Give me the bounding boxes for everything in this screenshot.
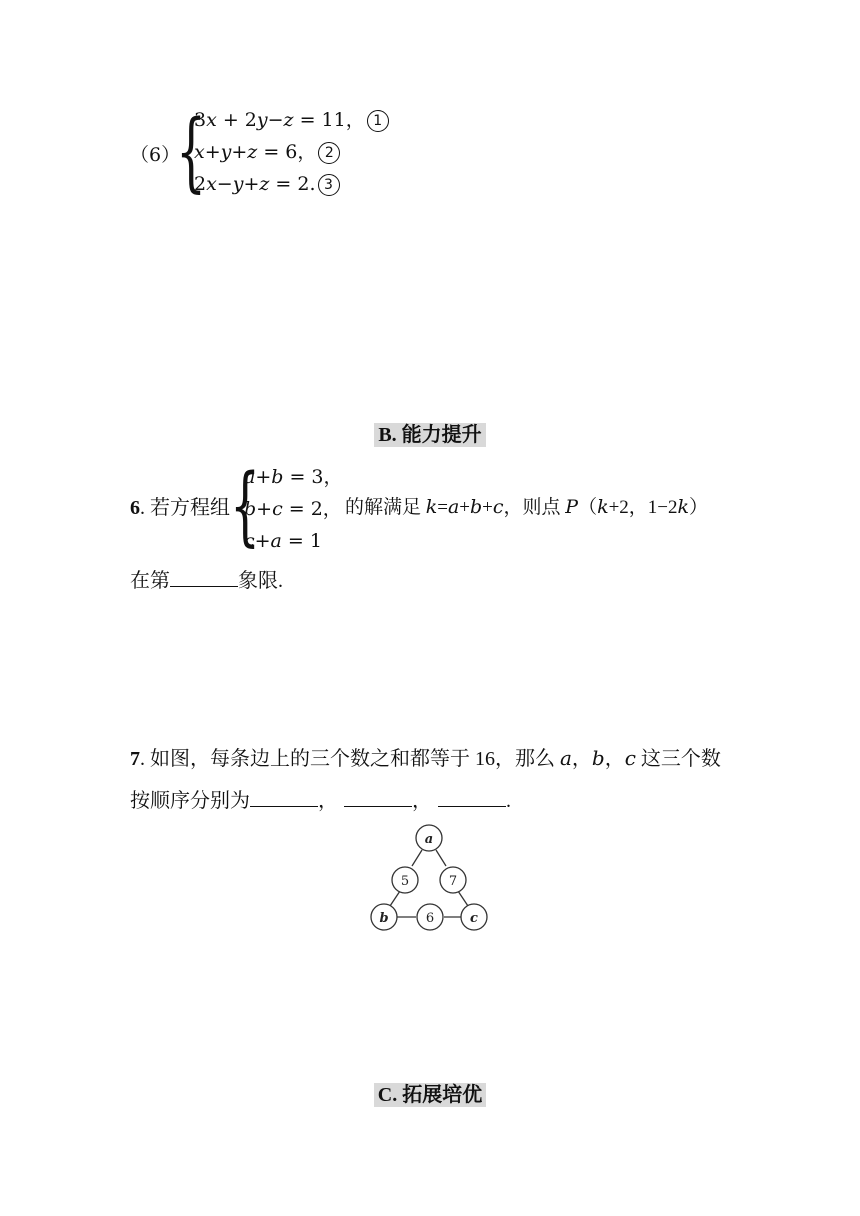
circled-number-3: 3 [318, 174, 340, 196]
section-b-heading: B. 能力提升 [374, 423, 485, 447]
q7-line-2: 按顺序分别为 ， ， . [130, 786, 511, 815]
q7-answer-blank-b[interactable] [344, 786, 412, 807]
edge-a-7 [436, 850, 446, 866]
edge-a-5 [412, 850, 422, 866]
q7-number: 7 [130, 748, 140, 770]
q7-line-1: 7. 如图，每条边上的三个数之和都等于 16，那么 𝑎，𝑏，𝑐 这三个数 [130, 748, 721, 770]
edge-7-c [458, 891, 468, 906]
circled-number-1: 1 [367, 110, 389, 132]
q6-line-2: 在第 象限. [130, 566, 283, 595]
q6-system-brace: { [230, 456, 261, 556]
equation-system-6 [194, 104, 389, 200]
equation-1: 3𝑥 + 2𝑦−𝑧 = 11， 1 [194, 104, 389, 136]
q6-equation-system [244, 461, 343, 557]
q7-answer-blank-a[interactable] [250, 786, 318, 807]
system-brace: { [176, 102, 207, 202]
q6-equation-2: 𝑏+𝑐 = 2， [244, 498, 342, 520]
node-top-label: a [424, 832, 434, 847]
q6-lead: 6. 若方程组 [130, 497, 230, 519]
section-c-heading: C. 拓展培优 [374, 1083, 486, 1107]
equation-2: 𝑥+𝑦+𝑧 = 6， 2 [194, 136, 389, 168]
q6-number: 6 [130, 497, 140, 519]
problem-6-label: （6） [130, 144, 181, 166]
q6-tail: 的解满足 𝑘=𝑎+𝑏+𝑐，则点 𝑃（𝑘+2，1−2𝑘） [345, 497, 709, 518]
triangle-figure [360, 820, 500, 940]
q7-answer-blank-c[interactable] [438, 786, 506, 807]
node-left-mid-label: 5 [400, 874, 410, 889]
node-bottom-right-label: c [470, 911, 478, 926]
q6-answer-blank[interactable] [170, 566, 238, 587]
edge-5-b [390, 891, 400, 906]
q6-equation-3: 𝑐+𝑎 = 1 [244, 530, 322, 552]
q6-equation-1: 𝑎+𝑏 = 3， [244, 466, 343, 488]
equation-3: 2𝑥−𝑦+𝑧 = 2. 3 [194, 168, 389, 200]
node-right-mid-label: 7 [448, 874, 458, 889]
node-bottom-left-label: b [379, 911, 389, 926]
node-bottom-mid-label: 6 [425, 911, 435, 926]
circled-number-2: 2 [318, 142, 340, 164]
